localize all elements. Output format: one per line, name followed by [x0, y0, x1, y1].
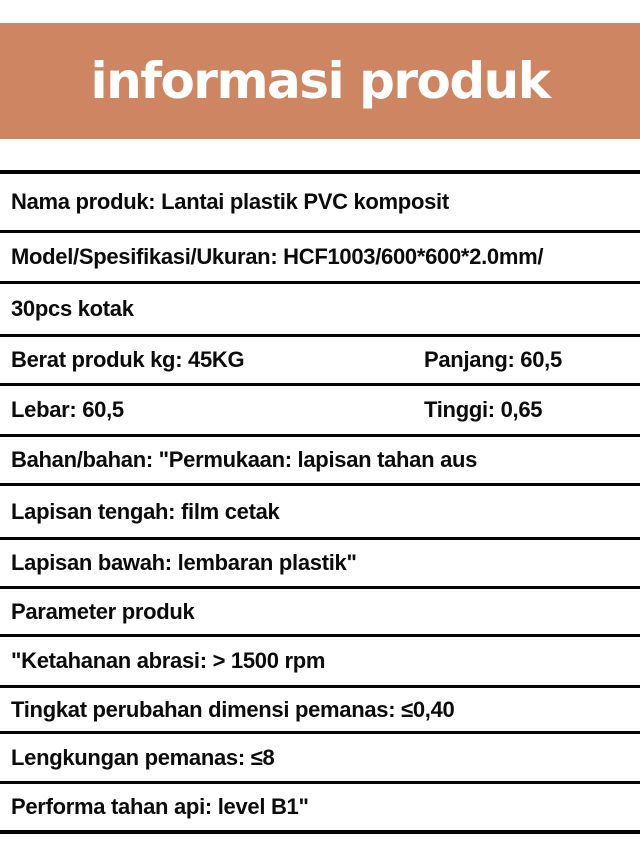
- berat-produk-text: Berat produk kg: 45KG: [11, 347, 245, 372]
- row-lapisan-tengah: [0, 486, 640, 540]
- lengkungan-pemanas-text: Lengkungan pemanas: ≤8: [11, 744, 275, 770]
- tinggi-text: Tinggi: 0,65: [424, 397, 543, 422]
- parameter-produk-text: Parameter produk: [11, 598, 195, 624]
- row-parameter-produk: [0, 589, 640, 637]
- lapisan-bawah-text: Lapisan bawah: lembaran plastik": [11, 550, 357, 575]
- performa-tahan-api-text: Performa tahan api: level B1": [11, 794, 309, 819]
- bahan-permukaan-text: Bahan/bahan: "Permukaan: lapisan tahan aus: [11, 447, 478, 472]
- nama-produk-text: Nama produk: Lantai plastik PVC komposit: [11, 189, 449, 214]
- model-spesifikasi-text: Model/Spesifikasi/Ukuran: HCF1003/600*600*2.0mm/: [11, 244, 544, 269]
- row-bahan-permukaan: [0, 437, 640, 486]
- panjang-text: Panjang: 60,5: [424, 347, 562, 372]
- row-lengkungan-pemanas: [0, 734, 640, 784]
- row-nama-produk: [0, 174, 640, 233]
- row-dimensi-pemanas: [0, 688, 640, 734]
- product-info-table: [0, 170, 640, 834]
- page-title: informasi produk: [90, 52, 550, 110]
- row-isi-kemasan: [0, 284, 640, 337]
- isi-kemasan-text: 30pcs kotak: [11, 296, 134, 321]
- banner: [0, 23, 640, 139]
- ketahanan-abrasi-text: "Ketahanan abrasi: > 1500 rpm: [11, 648, 326, 673]
- row-performa-tahan-api: [0, 784, 640, 830]
- row-lebar-tinggi: [0, 386, 640, 437]
- row-ketahanan-abrasi: [0, 637, 640, 688]
- row-berat-panjang: [0, 337, 640, 386]
- lebar-text: Lebar: 60,5: [11, 397, 124, 422]
- row-model-spesifikasi: [0, 233, 640, 284]
- dimensi-pemanas-text: Tingkat perubahan dimensi pemanas: ≤0,40: [11, 696, 455, 722]
- lapisan-tengah-text: Lapisan tengah: film cetak: [11, 498, 280, 524]
- row-lapisan-bawah: [0, 540, 640, 589]
